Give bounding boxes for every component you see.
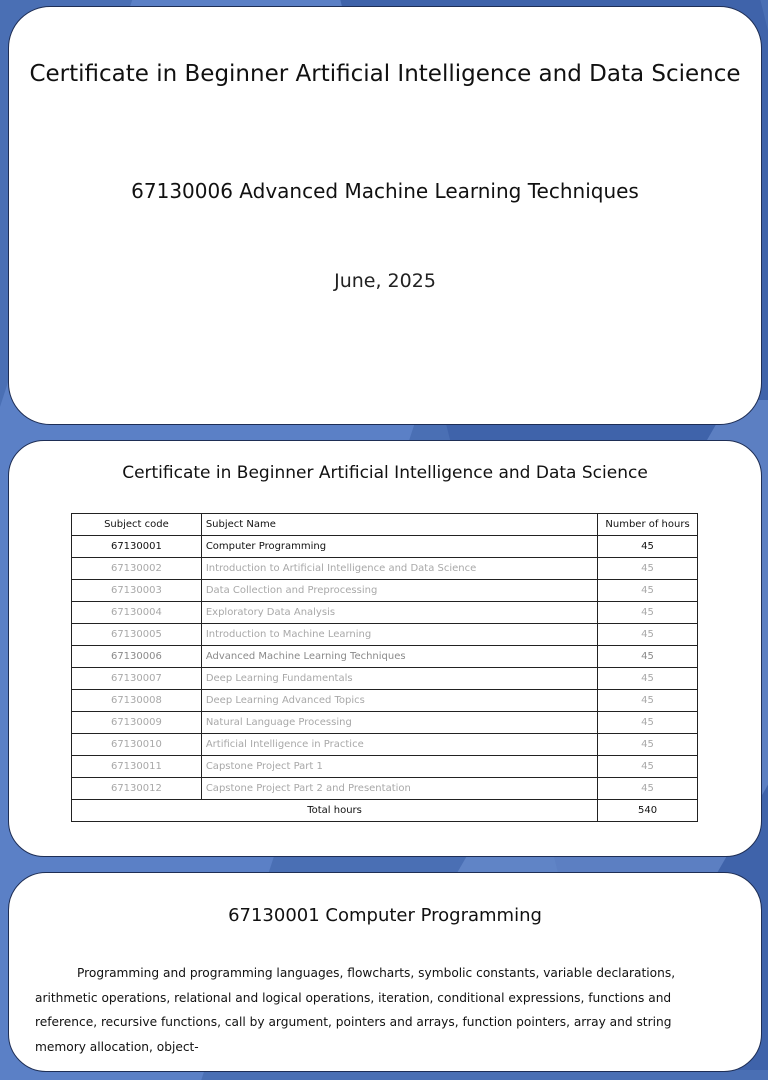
hours-cell: 45 [598,602,698,624]
subject-code-cell: 67130006 [72,646,202,668]
table-row [72,646,698,668]
subject-name-cell: Deep Learning Advanced Topics [201,690,597,712]
certificate-title: Certificate in Beginner Artificial Intelligence and Data Science [29,61,741,87]
table-row [72,734,698,756]
subject-name-cell: Natural Language Processing [201,712,597,734]
hours-cell: 45 [598,558,698,580]
subject-name-cell: Advanced Machine Learning Techniques [201,646,597,668]
table-row [72,536,698,558]
hours-cell: 45 [598,734,698,756]
curriculum-title: Certificate in Beginner Artificial Intelligence and Data Science [122,463,648,483]
total-hours-value: 540 [598,800,698,822]
header-subject-code: Subject code [72,514,202,536]
hours-cell: 45 [598,690,698,712]
hours-cell: 45 [598,536,698,558]
subject-name-cell: Exploratory Data Analysis [201,602,597,624]
subject-code-cell: 67130011 [72,756,202,778]
hours-cell: 45 [598,756,698,778]
course-subtitle: 67130006 Advanced Machine Learning Techniques [131,179,639,203]
hours-cell: 45 [598,668,698,690]
subject-name-cell: Deep Learning Fundamentals [201,668,597,690]
course-description: Programming and programming languages, flowcharts, symbolic constants, variable declarations, arithmetic operations, relational and logical operations, iteration, conditional expressions, functions and reference, recursive functions, call by argument, pointers and arrays, function pointers, array and string memory allocation, object- [35,966,676,1054]
subject-code-cell: 67130004 [72,602,202,624]
table-row [72,580,698,602]
hours-cell: 45 [598,712,698,734]
subject-name-cell: Capstone Project Part 2 and Presentation [201,778,597,800]
table-row [72,602,698,624]
table-row [72,690,698,712]
hours-cell: 45 [598,624,698,646]
total-hours-label: Total hours [72,800,598,822]
subject-name-cell: Data Collection and Preprocessing [201,580,597,602]
subject-code-cell: 67130002 [72,558,202,580]
table-row [72,778,698,800]
header-number-of-hours: Number of hours [598,514,698,536]
hours-cell: 45 [598,646,698,668]
subject-name-cell: Capstone Project Part 1 [201,756,597,778]
date-label: June, 2025 [334,270,436,292]
curriculum-slide [8,440,762,857]
subject-code-cell: 67130009 [72,712,202,734]
subject-code-cell: 67130003 [72,580,202,602]
subject-name-cell: Artificial Intelligence in Practice [201,734,597,756]
table-row [72,624,698,646]
subject-code-cell: 67130007 [72,668,202,690]
course-title: 67130001 Computer Programming [228,905,542,926]
table-row [72,712,698,734]
header-subject-name: Subject Name [201,514,597,536]
table-total-row [72,800,698,822]
subject-name-cell: Introduction to Artificial Intelligence and Data Science [201,558,597,580]
hours-cell: 45 [598,580,698,602]
subject-code-cell: 67130008 [72,690,202,712]
table-row [72,756,698,778]
curriculum-table [71,513,698,822]
hours-cell: 45 [598,778,698,800]
subject-code-cell: 67130010 [72,734,202,756]
subject-code-cell: 67130001 [72,536,202,558]
subject-name-cell: Computer Programming [201,536,597,558]
subject-code-cell: 67130005 [72,624,202,646]
table-header-row [72,514,698,536]
title-slide [8,6,762,425]
table-row [72,668,698,690]
course-description-slide [8,872,762,1072]
subject-name-cell: Introduction to Machine Learning [201,624,597,646]
table-row [72,558,698,580]
subject-code-cell: 67130012 [72,778,202,800]
